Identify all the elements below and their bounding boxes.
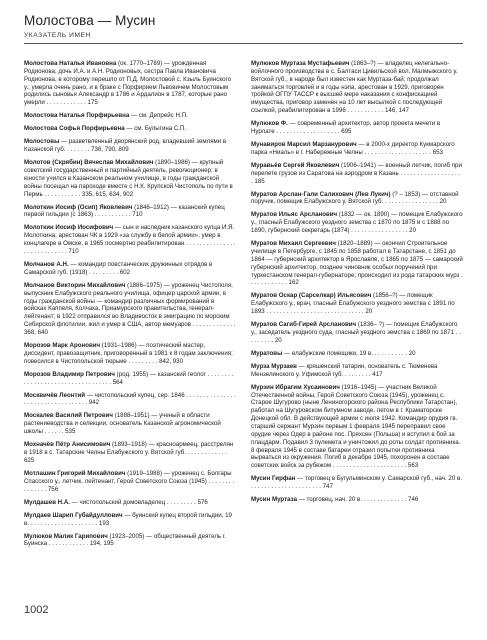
entry-text: (1820–1889) — окончил Строительное училище в Петербурге, с 1845 по 1858 работал в Татарстане, с 1851 до 1864 — губернский архитектор в Ярославле, с 1865 по 1875 — самарский губернский архитектор, позднее чиновник особых поручений при туркестанском генерал-губернаторе; происходил из рода татарских мурз . . . . . . . . . . . . 162 <box>251 240 463 287</box>
entry-name: Мунавиров Марсил Марзанурович <box>251 140 357 148</box>
index-entry <box>24 224 236 255</box>
entry-name: Муратов Арслан-Гали Салихович (Лев Лукич) <box>251 190 391 198</box>
entry-text: (1886–1975) — уроженец Чистополя, выпускник Елабужского реального училища, офицер царской армии, в годы гражданской войны — командир различных формирований в войсках Каппеля, Колчака, Приамурского правительства, генерал-лейтенант; в 1922 отправился во Владивосток в эмиграцию по морским Сибирской флотилии, жил и умер в США, автор мемуаров . . . . . . . . . . . . . 368, 640 <box>24 281 236 336</box>
entry-name: Мохначёв Пётр Анисимович <box>24 441 111 449</box>
entry-text: (1846–1912) — казанский купец первой гильдии (с 1863) . . . . . . . . . . . 710 <box>24 203 225 219</box>
entry-name: Муратов Сагиб-Гирей Арсланович <box>251 321 357 329</box>
entry-name: Москвичёв Леонтий <box>24 391 86 399</box>
entry-text: (1890–1986) — крупный советский государственный и партийный деятель, революционер; в юности учился в Казанском реальном училище, в годы гражданской войны посещал на пароходе вместе с Н.К. Крупской Чистополь по пути в Пермь . . . . . . . . . . . 335, 615, 634, 902 <box>24 159 233 198</box>
entry-name: Молчанов Викторин Михайлович <box>24 281 126 289</box>
index-entry <box>24 533 236 549</box>
index-entry <box>24 499 236 507</box>
entry-name: Молостова Софья Порфирьевна <box>24 125 125 133</box>
entry-text: — чистопольский домовладелец . . . . . . . . . 576 <box>69 498 208 506</box>
entry-name: Молостова Наталья Ивановна <box>24 60 117 67</box>
entry-name: Морозов Владимир Петрович <box>24 370 115 378</box>
entry-text: (1931–1986) — поэтический мастер, диссидент, правозащитник, приговоренный в 1981 к 8 годам заключения; повесился в Чистопольской тюрьме . . . . . . . . . 842, 930 <box>24 342 233 365</box>
entry-name: Молотов (Скрябин) Вячеслав Михайлович <box>24 159 154 167</box>
running-head-title: Молостова — Мусин <box>24 13 156 28</box>
entry-text: — сын и наследник казанского купца И.Я. Молоткина, арестован ЧК в 1929 «за службу в белой армии», умер в концлагере в Омске, в 1965 посмертно реабилитирован . . . . . . . . . . . . . . . . . . . . . . . . . . . . 710 <box>24 224 236 255</box>
entry-name: Мусин Гирфан <box>251 475 296 483</box>
index-entry <box>251 496 463 504</box>
entry-name: Мотлашин Григорий Михайлович <box>24 469 126 477</box>
index-entry <box>251 60 463 115</box>
index-column-right <box>251 60 463 509</box>
entry-name: Мусин Муртаза <box>251 496 297 504</box>
index-entry <box>24 125 236 133</box>
entry-text: — современный архитектор, автор проекта мечети в Нурлате . . . . . . . . . . . . . . . . . . . 695 <box>251 120 441 135</box>
index-entry <box>24 441 236 465</box>
index-entry <box>251 141 463 157</box>
entry-text: (? – 1853) — отставной поручик, помещик Елабужского у. Вятской губ. . . . . . . . . . . . . . . . . 20 <box>251 190 459 206</box>
index-entry <box>24 282 236 337</box>
entry-name: Молоткин Иосиф (Осип) Яковлевич <box>24 203 133 211</box>
entry-text: — командир повстанческих дружинных отрядов в Самарской губ. (1918) . . . . . . . . . 602 <box>24 261 213 276</box>
entry-name: Морозов Марк Аронович <box>24 342 101 349</box>
entry-name: Мулюков Муртаза Мустафьевич <box>251 60 350 67</box>
entry-text: (1916–1945) — участник Великой Отечественной войны, Герой Советского Союза (1945), уроженец с. Старое Шугурово (ныне Лениногорского района Республики Татарстан), работал на Шугуровском битумном заводе, летом в г. Краматорске Донецкой обл. В действующей армии с июля 1942. Командир орудия гв. старший сержант Мурзин первым 1 февраля 1945 переправил свое орудие через Одер в районе пос. Пряхсен (Польша) и вступил в бой за плацдарм. Подавил 3 пулемета и уничтожил до роты солдат противника. 8 февраля 1945 в составе батареи отразил попытки противника вырваться из окружения. Погиб в декабре 1945, похоронен в составе советских войск за рубежом . . . . . . . . . . . . . . . . . . . . . . 563 <box>251 383 461 470</box>
entry-name: Муравьёв Сергей Яковлевич <box>251 161 340 169</box>
entry-text: (1832 — ок. 1890) — помещик Елабужского у., гласный Елабужского уездного земства с 1870 по 1875 и с 1888 по 1890, губернский секретарь (1874) . . . . . . . . . . . . . . . . . 20 <box>251 211 463 235</box>
index-entry <box>251 384 463 470</box>
index-entry <box>24 392 236 408</box>
header-rule <box>24 43 463 44</box>
entry-name: Молоткин Иосиф Иосифович <box>24 224 114 232</box>
entry-text: — кряшенский татарин, основатель с. Тюменева Мензелинского у. Уфимской губ. . . . . . . . . 417 <box>251 362 438 378</box>
index-entry <box>251 475 463 491</box>
index-column-left <box>24 60 236 553</box>
entry-name: Мулдаев Шарип Губайдуллович <box>24 511 123 519</box>
running-head-subtitle: УКАЗАТЕЛЬ ИМЕН <box>24 32 91 39</box>
index-entry <box>24 112 236 120</box>
entry-text: — разветвленный дворянский род, владевший землями в Казанской губ. . . . . . . . 736, 790, 809 <box>24 138 227 154</box>
entry-name: Муратов Оскар (Сарселкар) Ильясович <box>251 292 372 300</box>
entry-name: Молостовы <box>24 138 60 146</box>
entry-name: Москалев Василий Петрович <box>24 412 113 420</box>
index-entry <box>24 138 236 154</box>
entry-text: (1888–1951) — ученый в области растениеводства и селекции, основатель Казанской агрономической школы . . . . . . 535 <box>24 412 221 436</box>
index-entry <box>251 292 463 316</box>
entry-text: (1836– ?) — помещик Елабужского у., заседатель уездного суда, гласный уездного земства с 1869 по 1871 . . . . . . . . . 20 <box>251 321 461 344</box>
entry-text: (1919–1988) — уроженец с. Болгары Спасского у., летчик, лейтенант, Герой Советского Союза (1945) . . . . . . . . . . . . . . . 756 <box>24 469 235 493</box>
page-number: 1002 <box>24 604 49 616</box>
index-entry <box>251 363 463 379</box>
index-entry <box>24 261 236 277</box>
entry-text: (1856–?) — помещик Елабужского у., врач, гласный Елабужского уездного земства с 1891 по 1893 . . . . . . . . . . . . . . . . . . . . . . . . . . . . . 20 <box>251 292 455 316</box>
index-entry <box>24 342 236 366</box>
index-entry <box>24 470 236 494</box>
entry-text: — торговец в Бугульминском у. Самарской губ., нач. 20 в. . . . . . . . . . . . . . . . . . . . . . 747 <box>251 475 462 491</box>
entry-text: — буинский купец второй гильдии, 19 в. . . . . . . . . . . . . . . . . . . . . 193 <box>24 511 232 527</box>
entry-name: Мулюков Ф. <box>251 120 288 128</box>
entry-text: (1893–1918) — красноармеец, расстрелян в 1918 в с. Татарские Челны Елабужского у. Вятской губ. . . . . . . . . . . . . 625 <box>24 441 234 464</box>
entry-text: (1863–?) — владелец нелегально-войлочного производства в с. Балтаси Цивильской вол. Малмыжского у. Вятской губ., в народе был известен как Муртаза-бай; продолжал заниматься торговлей и в годы нэпа, арестован в 1929, приговорен тройкой ОГПУ ТАССР к высшей мере наказания с конфискацией имущества, приговор заменен на 10 лет высылкой с последующей ссылкой, реабилитирован в 1996 . . . . . . . . . . . 146, 147 <box>251 60 458 115</box>
entry-name: Мурза Мурзаев <box>251 362 297 370</box>
entry-text: (1906–1941) — военный летчик, погиб при перелете грузов из Саратова на аэродром в Казань . . . . . . . . . . . . . . . . . . . 185 <box>251 161 462 185</box>
index-entry <box>251 191 463 207</box>
entry-text: — см. Булыгина С.П. <box>124 125 187 133</box>
index-entry <box>251 240 463 287</box>
index-entry <box>24 412 236 436</box>
entry-text: (ок. 1770–1789) — урожденная Родионова, дочь И.А. и А.Н. Родионовых, сестра Павла Ивановича Родионова, в которому перешло от П.Д. Молостовой с. Кзыль Буинского у.; умерла очень рано, и в браке с Порфирием Львовичем Молостовым родились сыновья Александр в 1786 и Ардалион в 1787, которые рано умерли . . . . . . . . . . . . 175 <box>24 60 232 107</box>
entry-name: Муратовы <box>251 349 283 357</box>
entry-text: — в 2000-х директор Кукмарского парка «Ниаль» в г. Набережные Челны . . . . . . . . . . . . . . . . . . . . 653 <box>251 140 455 156</box>
entry-text: — елабужские помещики, 19 в. . . . . . . . . . . 20 <box>282 349 416 357</box>
index-entry <box>251 321 463 345</box>
index-entry <box>24 204 236 220</box>
index-entry <box>24 60 236 107</box>
entry-text: (1923–2005) — общественный деятель г. Буинска . . . . . . . . . . . . 194, 195 <box>24 532 226 548</box>
entry-text: (род. 1955) — казанский геолог . . . . . . . . . . . . . . . . . . . . . . . . . . . . . . . . . . 564 <box>24 370 234 386</box>
index-entry <box>251 120 463 136</box>
index-entry <box>251 211 463 235</box>
entry-text: — торговец, нач. 20 в. . . . . . . . . . . . . . 746 <box>297 496 419 504</box>
entry-name: Мурзин Ибрагим Хусаинович <box>251 383 340 391</box>
index-entry <box>24 512 236 528</box>
index-entry <box>251 350 463 358</box>
index-entry <box>24 159 236 198</box>
entry-name: Молчанов А.Н. <box>24 261 69 269</box>
entry-name: Мулюков Малик Гарипович <box>24 532 108 540</box>
entry-text: — см. Депрейс Н.П. <box>129 112 188 120</box>
entry-text: — чистопольский купец, сер. 1846 . . . . . . . . . . . . . . . . . . . . . . . . . . . . . . . . . . 942 <box>24 391 236 407</box>
entry-name: Муратов Михаил Сергеевич <box>251 240 336 248</box>
entry-name: Молостова Наталья Порфирьевна <box>24 112 130 120</box>
index-entry <box>251 162 463 186</box>
entry-name: Мулдашев Н.А. <box>24 498 70 506</box>
entry-name: Муратов Ильяс Арсланович <box>251 211 338 219</box>
index-entry <box>24 371 236 387</box>
